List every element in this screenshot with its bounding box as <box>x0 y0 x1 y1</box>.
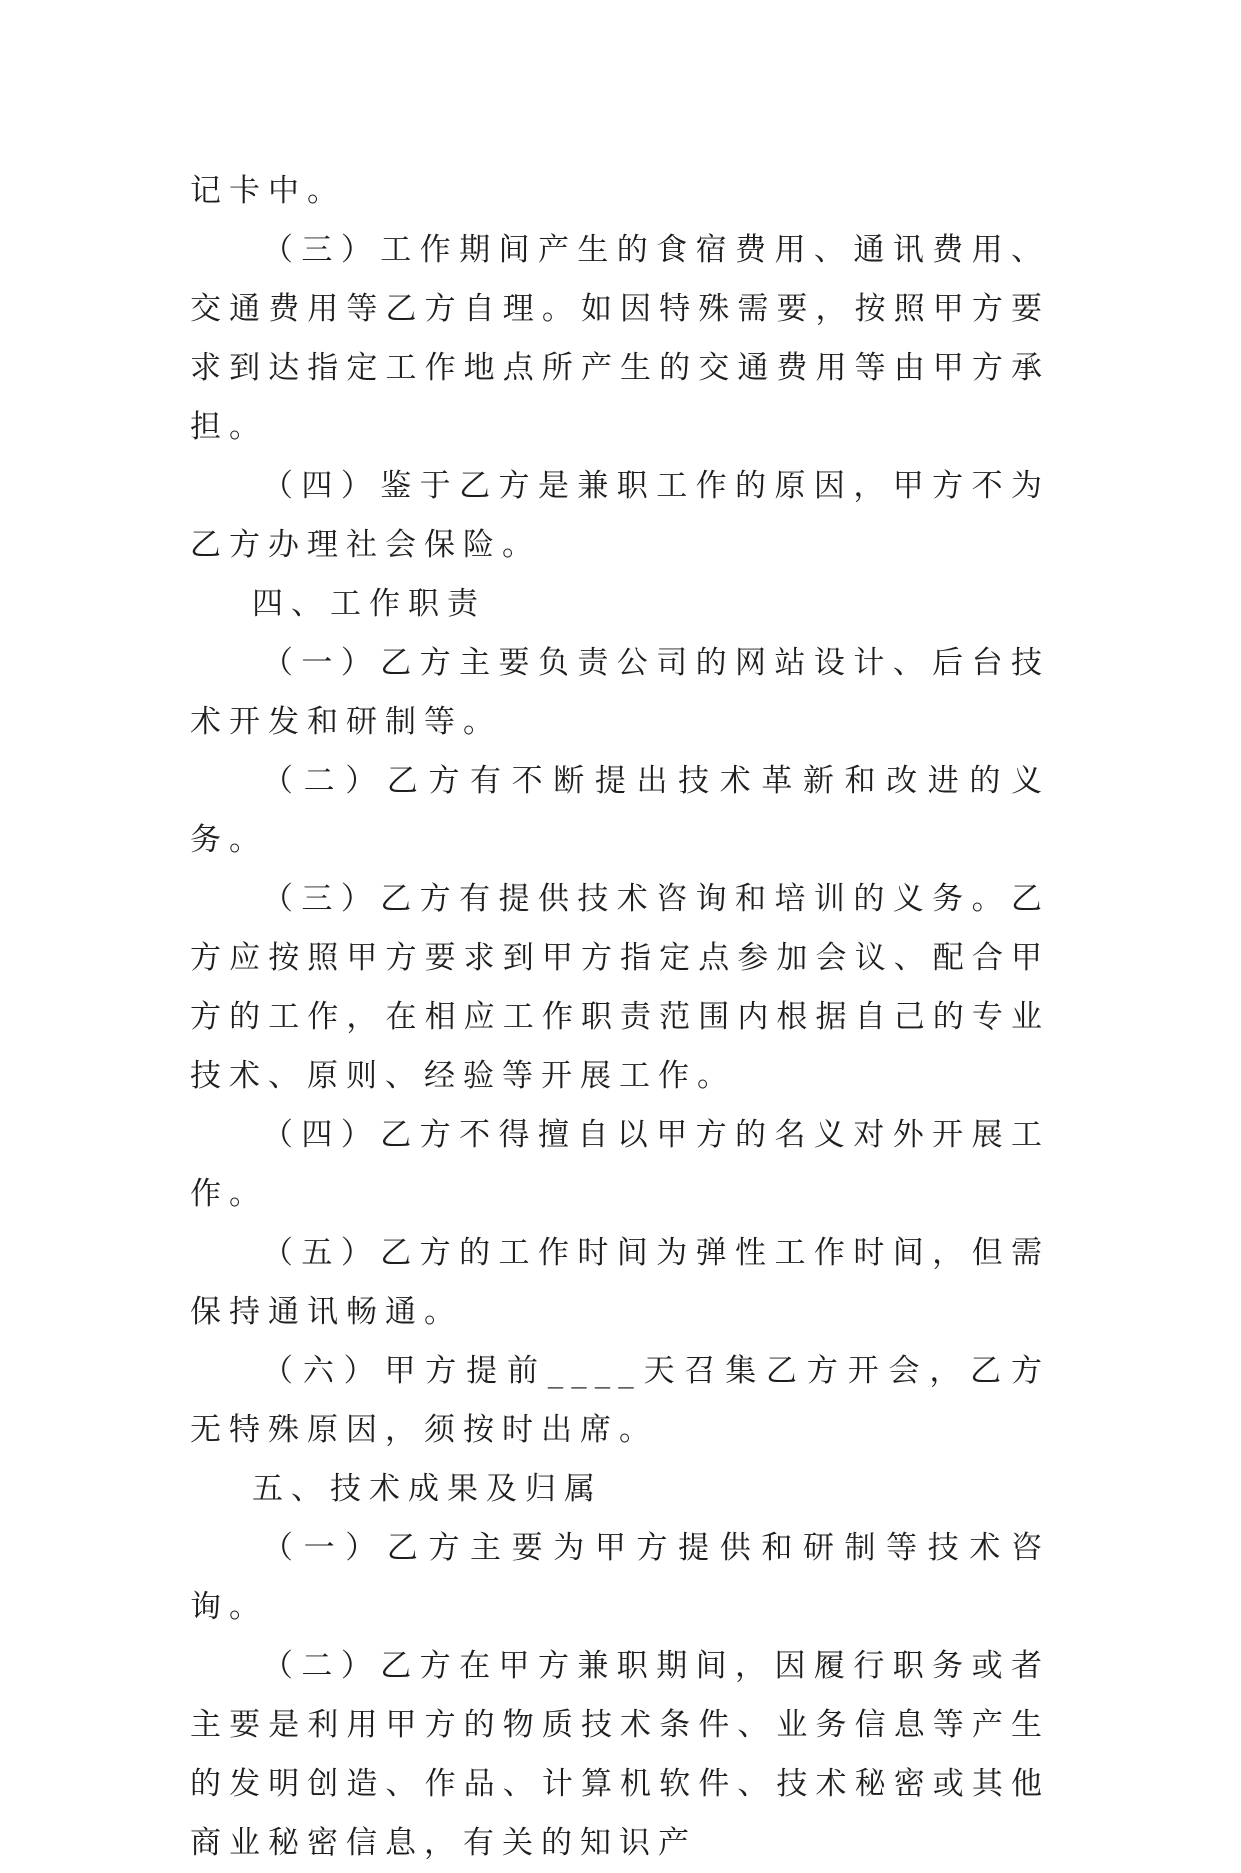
paragraph-duty-2: （二）乙方有不断提出技术革新和改进的义务。 <box>190 763 1050 858</box>
paragraph-duty-5: （五）乙方的工作时间为弹性工作时间，但需保持通讯畅通。 <box>190 1235 1050 1330</box>
paragraph-social-insurance: （四）鉴于乙方是兼职工作的原因，甲方不为乙方办理社会保险。 <box>190 468 1050 563</box>
section-heading-results: 五、技术成果及归属 <box>252 1471 603 1507</box>
paragraph-duty-6: （六）甲方提前____天召集乙方开会，乙方无特殊原因，须按时出席。 <box>190 1353 1050 1448</box>
paragraph-duty-1: （一）乙方主要负责公司的网站设计、后台技术开发和研制等。 <box>190 645 1050 740</box>
section-heading-duties: 四、工作职责 <box>252 586 486 622</box>
paragraph-continuation: 记卡中。 <box>190 173 346 209</box>
paragraph-results-1: （一）乙方主要为甲方提供和研制等技术咨询。 <box>190 1530 1050 1625</box>
paragraph-duty-4: （四）乙方不得擅自以甲方的名义对外开展工作。 <box>190 1117 1050 1212</box>
paragraph-expenses: （三）工作期间产生的食宿费用、通讯费用、交通费用等乙方自理。如因特殊需要，按照甲方要求到达指定工作地点所产生的交通费用等由甲方承担。 <box>190 232 1050 445</box>
paragraph-results-2: （二）乙方在甲方兼职期间，因履行职务或者主要是利用甲方的物质技术条件、业务信息等产生的发明创造、作品、计算机软件、技术秘密或其他商业秘密信息，有关的知识产 <box>190 1648 1050 1861</box>
document-body <box>190 162 1050 1873</box>
paragraph-duty-3: （三）乙方有提供技术咨询和培训的义务。乙方应按照甲方要求到甲方指定点参加会议、配合甲方的工作，在相应工作职责范围内根据自己的专业技术、原则、经验等开展工作。 <box>190 881 1050 1094</box>
